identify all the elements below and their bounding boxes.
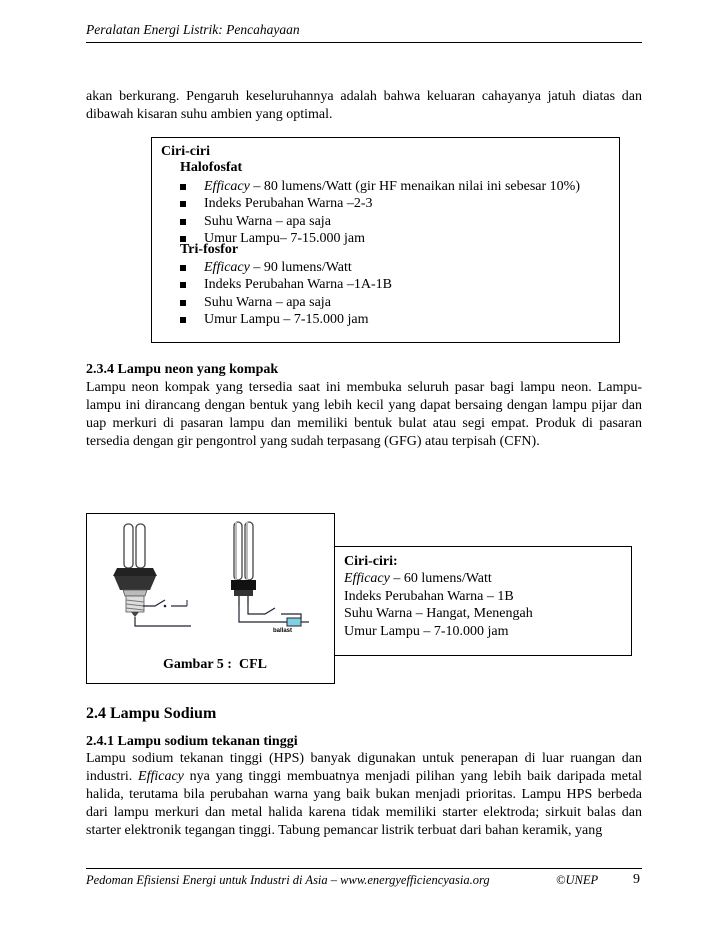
box2-line-color-index: Indeks Perubahan Warna – 1B bbox=[344, 588, 514, 604]
group-list-trifosfor bbox=[180, 259, 610, 329]
characteristics-box-cfl bbox=[334, 546, 632, 656]
box2-line-efficacy bbox=[344, 570, 629, 587]
figure-caption: Gambar 5 : CFL bbox=[163, 657, 267, 672]
efficacy-value: – 60 lumens/Watt bbox=[389, 571, 492, 587]
cfl-integrated-lamp-icon bbox=[113, 524, 191, 626]
section-2-3-4-body bbox=[86, 379, 642, 451]
bullet-icon bbox=[180, 317, 186, 323]
bullet-icon bbox=[180, 201, 186, 207]
bullet-icon bbox=[180, 300, 186, 306]
list-item bbox=[180, 213, 610, 230]
list-item bbox=[180, 259, 610, 276]
group-name-trifosfor: Tri-fosfor bbox=[180, 242, 239, 257]
box1-title: Ciri-ciri bbox=[161, 144, 210, 159]
efficacy-term: Efficacy bbox=[204, 179, 250, 194]
section-2-4-1-text-part2: nya yang tinggi membuatnya menjadi pilihan yang lebih baik daripada metal halida, terutama bila perubahan warna yang baik bukan menjadi prioritas. Lampu HPS berbeda dari lampu merkuri dan metal halida karena tidak memiliki starter elektroda; sirkuit balas dan starter elektronik tegangan tinggi. Tabung pemancar listrik terbuat dari bahan keramik, yang bbox=[86, 769, 643, 838]
list-item bbox=[180, 178, 610, 195]
list-item-text: Indeks Perubahan Warna –2-3 bbox=[204, 196, 373, 212]
characteristics-box-fluorescent bbox=[151, 137, 620, 343]
cfl-separate-ballast-lamp-icon bbox=[231, 522, 309, 626]
box2-line-color-temp: Suhu Warna – Hangat, Menengah bbox=[344, 606, 533, 622]
list-item-text: Umur Lampu – 7-15.000 jam bbox=[204, 312, 369, 328]
list-item bbox=[180, 294, 610, 311]
list-item bbox=[180, 311, 610, 328]
figure-cfl bbox=[86, 513, 335, 684]
group-list-halofosfat bbox=[180, 178, 610, 248]
section-heading-2-4-1: 2.4.1 Lampu sodium tekanan tinggi bbox=[86, 734, 298, 749]
section-heading-2-4: 2.4 Lampu Sodium bbox=[86, 705, 217, 722]
box2-line-lifetime: Umur Lampu – 7-10.000 jam bbox=[344, 623, 509, 639]
list-item-text: Umur Lampu– 7-15.000 jam bbox=[204, 231, 365, 247]
section-2-3-4-text: Lampu neon kompak yang tersedia saat ini membuka seluruh pasar bagi lampu neon. Lampu-lampu ini dirancang dengan bentuk yang lebih kecil yang dapat bersaing dengan lampu pijar dan uap merkuri di pasaran lampu dan memiliki bentuk bulat atau segi empat. Produk di pasaran tersedia dengan gir pengontrol yang sudah terpasang (GFG) atau terpisah (CFN). bbox=[86, 380, 642, 449]
bullet-icon bbox=[180, 265, 186, 271]
footer-text: Pedoman Efisiensi Energi untuk Industri di Asia – www.energyefficiencyasia.org bbox=[86, 873, 490, 887]
bullet-icon bbox=[180, 219, 186, 225]
list-item-text: – 90 lumens/Watt bbox=[249, 260, 352, 275]
footer-rule bbox=[86, 868, 642, 869]
list-item bbox=[180, 276, 610, 293]
bullet-icon bbox=[180, 282, 186, 288]
ballast-label: ballast bbox=[273, 628, 293, 634]
running-header: Peralatan Energi Listrik: Pencahayaan bbox=[86, 22, 300, 37]
page-number: 9 bbox=[633, 872, 640, 887]
intro-text: akan berkurang. Pengaruh keseluruhannya adalah bahwa keluaran cahayanya jatuh diatas dan dibawah kisaran suhu ambien yang optimal. bbox=[86, 89, 642, 122]
box2-content bbox=[344, 553, 629, 640]
header-rule bbox=[86, 42, 642, 43]
list-item bbox=[180, 230, 610, 247]
footer-copyright: ©UNEP bbox=[556, 873, 599, 887]
list-item-text: Suhu Warna – apa saja bbox=[204, 213, 331, 229]
efficacy-term: Efficacy bbox=[204, 260, 250, 275]
list-item-text: – 80 lumens/Watt (gir HF menaikan nilai ini sebesar 10%) bbox=[249, 179, 581, 194]
group-name-halofosfat: Halofosfat bbox=[180, 160, 243, 175]
section-2-4-1-text bbox=[86, 750, 642, 840]
list-item bbox=[180, 195, 610, 212]
bullet-icon bbox=[180, 184, 186, 190]
section-2-4-1-body bbox=[86, 750, 642, 840]
section-2-4-1-text-part1: Lampu sodium tekanan tinggi (HPS) banyak digunakan untuk penerapan di luar ruangan dan industri. bbox=[86, 751, 642, 784]
section-heading-2-3-4: 2.3.4 Lampu neon yang kompak bbox=[86, 362, 279, 377]
box2-title: Ciri-ciri: bbox=[344, 554, 398, 569]
list-item-text: Indeks Perubahan Warna –1A-1B bbox=[204, 277, 392, 293]
efficacy-term: Efficacy bbox=[344, 571, 390, 587]
efficacy-term: Efficacy bbox=[138, 769, 184, 784]
intro-paragraph bbox=[86, 88, 642, 124]
list-item-text: Suhu Warna – apa saja bbox=[204, 294, 331, 310]
